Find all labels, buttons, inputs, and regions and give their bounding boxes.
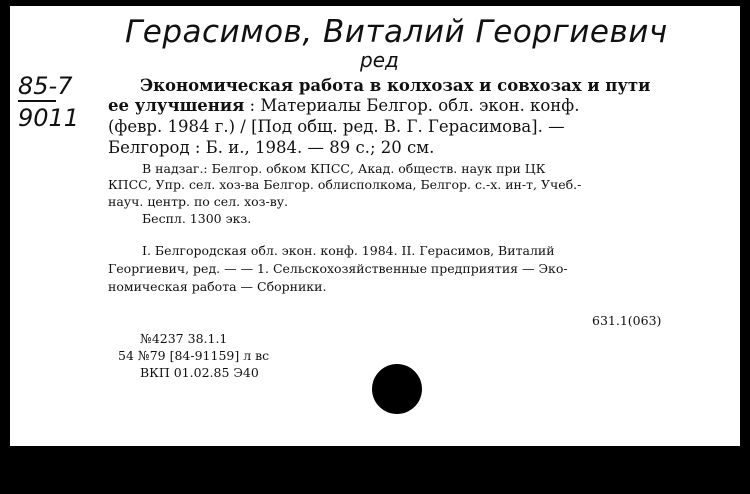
record-title-continued [108, 96, 678, 115]
handwritten-author: Герасимов, Виталий Георгиевич [125, 14, 668, 50]
record-editor: (февр. 1984 г.) / [Под общ. ред. В. Г. Герасимова]. — [108, 117, 565, 136]
title-end: ее улучшения [108, 96, 245, 115]
handwritten-role: ред [360, 48, 399, 72]
shelfmark-top: 85-7 [18, 72, 73, 100]
tracing-line-1: I. Белгородская обл. экон. конф. 1984. II. Герасимов, Виталий [142, 243, 555, 258]
shelfmark-divider [18, 100, 56, 102]
record-title: Экономическая работа в колхозах и совхозах и пути [140, 76, 651, 95]
tracing-line-3: номическая работа — Сборники. [108, 279, 327, 294]
code-line-3: ВКП 01.02.85 Э40 [140, 365, 259, 380]
punch-hole [372, 364, 422, 414]
tracing-line-2: Георгиевич, ред. — — 1. Сельскохозяйственные предприятия — Эко- [108, 261, 568, 276]
note-line-3: науч. центр. по сел. хоз-ву. [108, 194, 289, 209]
udc-code: 631.1(063) [592, 313, 662, 328]
note-line-1: В надзаг.: Белгор. обком КПСС, Акад. обществ. наук при ЦК [142, 161, 546, 176]
subtitle: : Материалы Белгор. обл. экон. конф. [244, 96, 580, 115]
code-line-2: 54 №79 [84-91159] л вс [118, 348, 270, 363]
shelfmark-bottom: 9011 [18, 104, 80, 132]
code-line-1: №4237 38.1.1 [140, 331, 228, 346]
price-run: Беспл. 1300 экз. [142, 211, 252, 226]
note-line-2: КПСС, Упр. сел. хоз-ва Белгор. облисполкома, Белгор. с.-х. ин-т, Учеб.- [108, 177, 582, 192]
record-imprint: Белгород : Б. и., 1984. — 89 с.; 20 см. [108, 138, 435, 157]
